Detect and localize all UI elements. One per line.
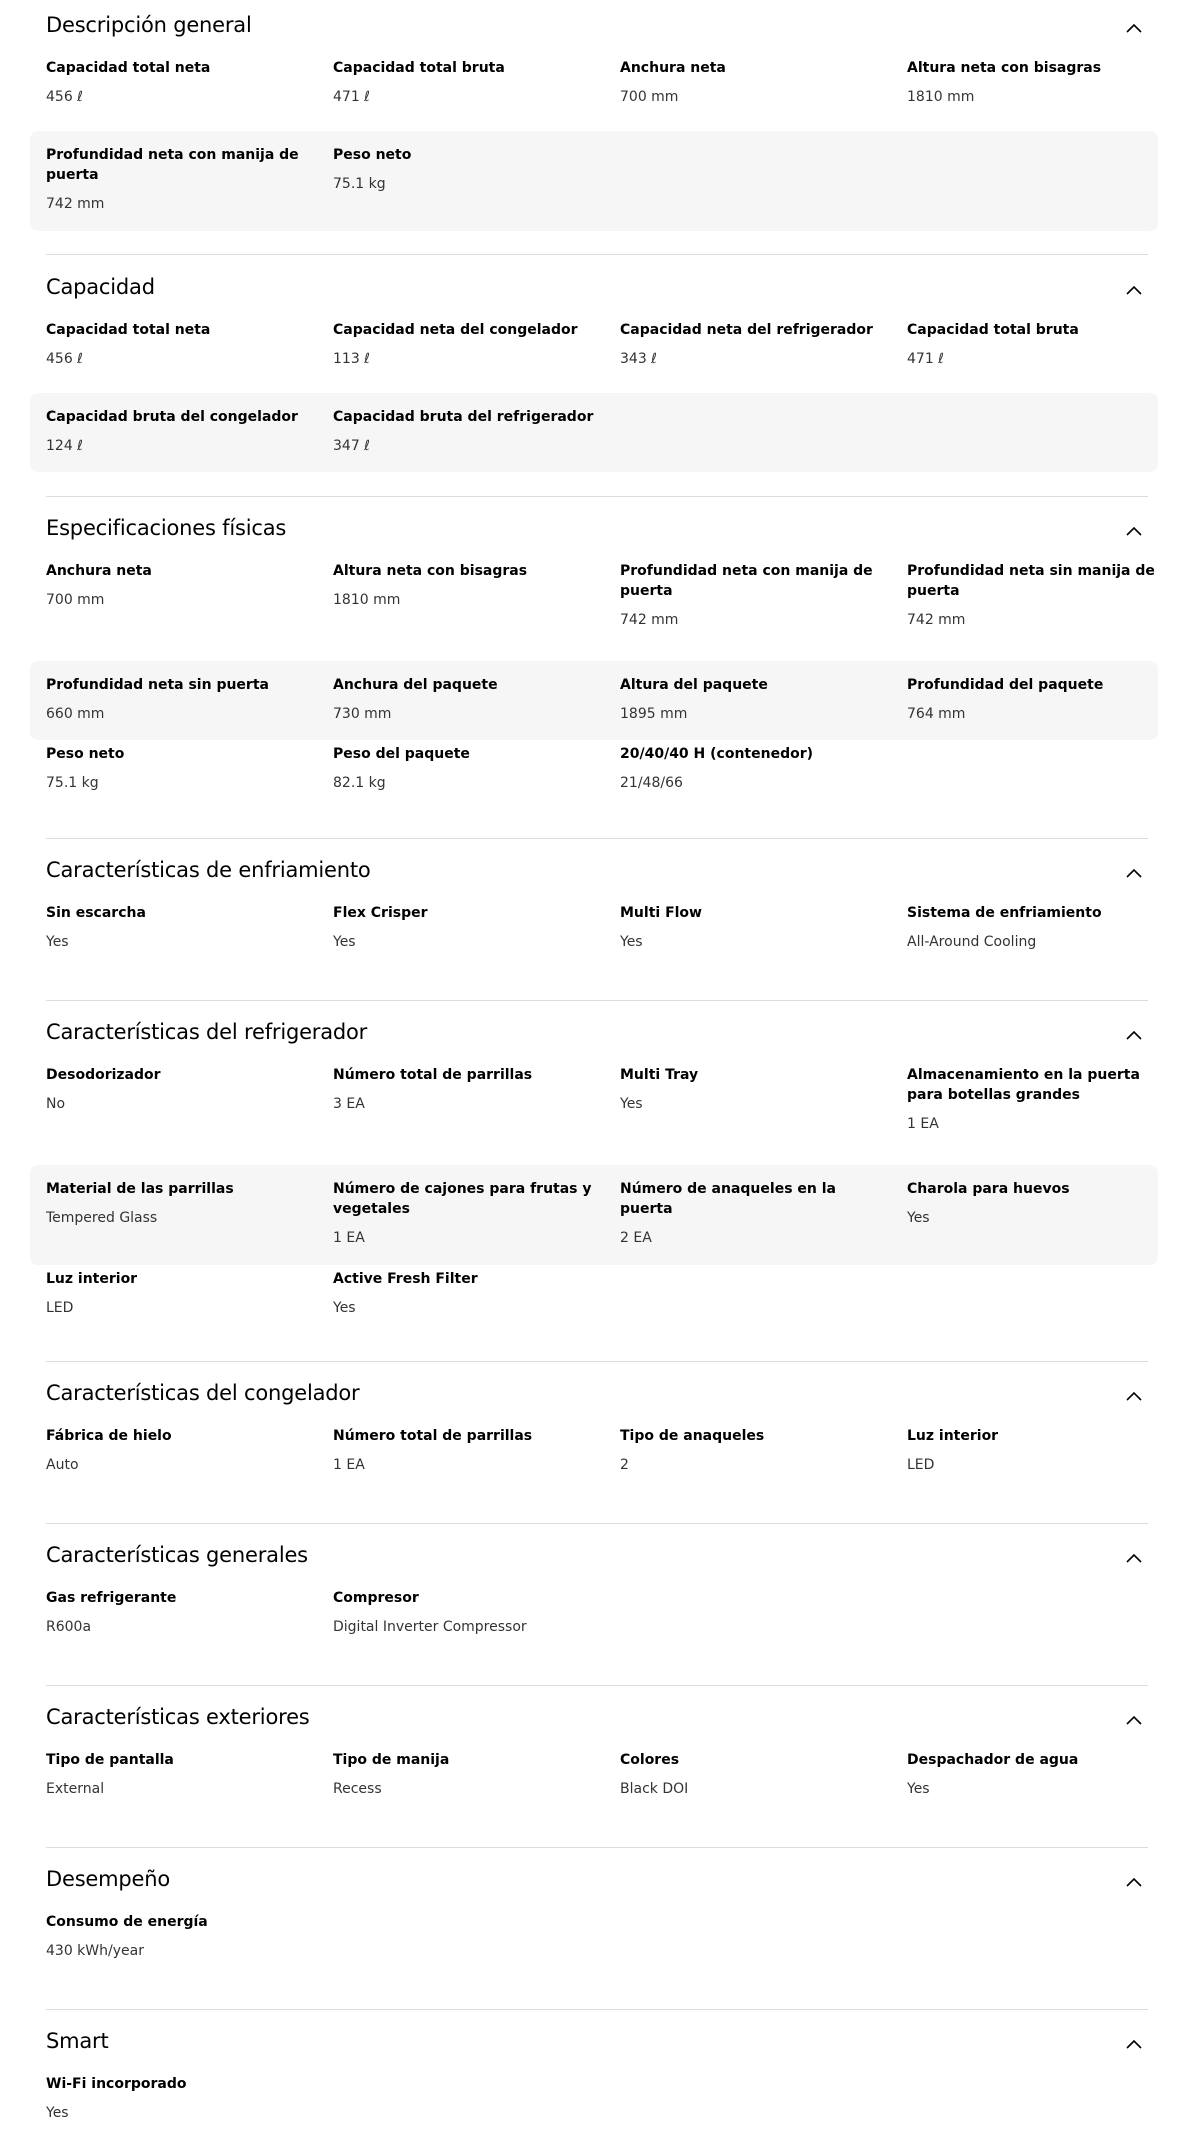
spec-label: Capacidad total neta <box>46 322 211 338</box>
spec-label: Número total de parrillas <box>333 1428 533 1444</box>
spec-value: LED <box>907 1457 935 1473</box>
spec-value: Yes <box>46 2105 69 2121</box>
spec-item <box>333 58 620 107</box>
spec-item <box>620 1179 907 1248</box>
spec-item <box>46 744 333 793</box>
section-divider <box>46 496 1148 497</box>
section-divider <box>46 254 1148 255</box>
spec-row <box>30 2074 1158 2144</box>
spec-label: Peso neto <box>333 147 412 163</box>
spec-section-desempeno <box>0 1854 1178 1985</box>
spec-item <box>46 2074 333 2123</box>
spec-item <box>46 1912 333 1961</box>
spec-item <box>46 561 333 610</box>
spec-section-caracteristicas-generales <box>0 1530 1178 1661</box>
section-title: Características del refrigerador <box>46 1020 368 1044</box>
spec-grid <box>0 58 1178 231</box>
spec-value: All-Around Cooling <box>907 934 1037 950</box>
spec-item <box>46 675 333 724</box>
section-title: Especificaciones físicas <box>46 516 287 540</box>
spec-section-caracteristicas-exteriores <box>0 1692 1178 1823</box>
spec-label: Active Fresh Filter <box>333 1271 478 1287</box>
spec-item <box>907 320 1178 369</box>
section-title: Descripción general <box>46 13 252 37</box>
spec-item <box>333 145 620 194</box>
spec-label: Profundidad del paquete <box>907 677 1104 693</box>
section-title: Características del congelador <box>46 1381 360 1405</box>
section-divider <box>46 1000 1148 1001</box>
spec-label: Profundidad neta con manija de puerta <box>620 563 873 599</box>
chevron-up-icon[interactable] <box>1124 1026 1144 1046</box>
spec-label: Anchura del paquete <box>333 677 498 693</box>
spec-row <box>30 740 1158 819</box>
spec-item <box>46 145 333 214</box>
spec-value: 2 <box>620 1457 629 1473</box>
spec-grid <box>0 1065 1178 1344</box>
spec-value: 2 EA <box>620 1230 652 1246</box>
section-title: Características exteriores <box>46 1705 310 1729</box>
spec-item <box>620 903 907 952</box>
spec-item <box>907 903 1178 952</box>
spec-item <box>333 320 620 369</box>
spec-item <box>907 1179 1178 1228</box>
spec-value: Tempered Glass <box>46 1210 158 1226</box>
section-header[interactable] <box>0 1692 1178 1750</box>
spec-value: 1 EA <box>333 1230 365 1246</box>
section-divider <box>46 1685 1148 1686</box>
spec-section-smart <box>0 2016 1178 2144</box>
spec-label: Capacidad bruta del congelador <box>46 409 298 425</box>
section-header[interactable] <box>0 1368 1178 1426</box>
spec-value: Yes <box>907 1210 930 1226</box>
spec-value: 75.1 kg <box>333 176 386 192</box>
spec-label: Profundidad neta sin puerta <box>46 677 269 693</box>
spec-row <box>30 1165 1158 1265</box>
spec-grid <box>0 561 1178 819</box>
spec-item <box>333 744 620 793</box>
spec-grid <box>0 320 1178 472</box>
section-title: Desempeño <box>46 1867 171 1891</box>
spec-item <box>333 903 620 952</box>
spec-item <box>46 1426 333 1475</box>
spec-value: 75.1 kg <box>46 775 99 791</box>
spec-label: Altura neta con bisagras <box>907 60 1102 76</box>
section-header[interactable] <box>0 2016 1178 2074</box>
spec-label: Gas refrigerante <box>46 1590 177 1606</box>
spec-row <box>30 1750 1158 1823</box>
spec-value: Auto <box>46 1457 79 1473</box>
spec-item <box>333 675 620 724</box>
spec-label: Capacidad bruta del refrigerador <box>333 409 594 425</box>
spec-item <box>620 675 907 724</box>
spec-value: 456 ℓ <box>46 351 83 367</box>
spec-label: Capacidad total bruta <box>907 322 1079 338</box>
spec-value: Yes <box>907 1781 930 1797</box>
spec-label: Wi-Fi incorporado <box>46 2076 187 2092</box>
spec-label: Profundidad neta con manija de puerta <box>46 147 299 183</box>
spec-value: 471 ℓ <box>333 89 370 105</box>
spec-label: Almacenamiento en la puerta para botellas grandes <box>907 1067 1140 1103</box>
spec-value: 730 mm <box>333 706 392 722</box>
spec-row <box>30 1426 1158 1499</box>
spec-item <box>907 675 1178 724</box>
spec-value: 347 ℓ <box>333 438 370 454</box>
spec-value: 764 mm <box>907 706 966 722</box>
section-header[interactable] <box>0 1007 1178 1065</box>
spec-section-descripcion-general <box>0 0 1178 231</box>
spec-item <box>333 407 620 456</box>
spec-value: 700 mm <box>620 89 679 105</box>
spec-label: Anchura neta <box>46 563 152 579</box>
spec-item <box>333 1269 620 1318</box>
spec-item <box>907 561 1178 630</box>
chevron-up-icon[interactable] <box>1124 864 1144 884</box>
spec-item <box>907 1065 1178 1134</box>
section-title: Smart <box>46 2029 109 2053</box>
spec-value: 1 EA <box>333 1457 365 1473</box>
spec-item <box>620 1426 907 1475</box>
spec-value: R600a <box>46 1619 92 1635</box>
spec-value: External <box>46 1781 105 1797</box>
spec-row <box>30 903 1158 976</box>
spec-item <box>333 1426 620 1475</box>
section-header[interactable] <box>0 1530 1178 1588</box>
section-header[interactable] <box>0 262 1178 320</box>
spec-section-especificaciones-fisicas <box>0 503 1178 819</box>
spec-item <box>620 1065 907 1114</box>
spec-value: Recess <box>333 1781 382 1797</box>
spec-value: LED <box>46 1300 74 1316</box>
chevron-up-icon[interactable] <box>1124 1873 1144 1893</box>
spec-row <box>30 320 1158 393</box>
spec-row <box>30 561 1158 661</box>
spec-label: Altura del paquete <box>620 677 768 693</box>
spec-value: Black DOI <box>620 1781 689 1797</box>
spec-value: 742 mm <box>620 612 679 628</box>
spec-label: Despachador de agua <box>907 1752 1079 1768</box>
spec-value: Yes <box>620 1096 643 1112</box>
spec-value: Yes <box>46 934 69 950</box>
spec-item <box>46 58 333 107</box>
spec-item <box>46 1588 333 1637</box>
spec-grid <box>0 1912 1178 1985</box>
spec-value: 3 EA <box>333 1096 365 1112</box>
spec-row <box>30 393 1158 472</box>
spec-item <box>46 320 333 369</box>
spec-label: Luz interior <box>907 1428 999 1444</box>
spec-item <box>333 561 620 610</box>
chevron-up-icon[interactable] <box>1124 281 1144 301</box>
spec-value: No <box>46 1096 66 1112</box>
spec-value: 113 ℓ <box>333 351 370 367</box>
spec-value: 430 kWh/year <box>46 1943 144 1959</box>
section-title: Características generales <box>46 1543 308 1567</box>
spec-item <box>620 744 907 793</box>
spec-label: Fábrica de hielo <box>46 1428 172 1444</box>
spec-row <box>30 1912 1158 1985</box>
spec-section-caracteristicas-de-enfriamiento <box>0 845 1178 976</box>
spec-grid <box>0 2074 1178 2144</box>
spec-row <box>30 1265 1158 1344</box>
spec-item <box>333 1588 620 1637</box>
spec-label: Sistema de enfriamiento <box>907 905 1102 921</box>
spec-item <box>907 58 1178 107</box>
section-header[interactable] <box>0 1854 1178 1912</box>
spec-label: Charola para huevos <box>907 1181 1070 1197</box>
spec-item <box>46 407 333 456</box>
spec-label: Multi Flow <box>620 905 702 921</box>
spec-row <box>30 1588 1158 1661</box>
section-header[interactable] <box>0 0 1178 58</box>
chevron-up-icon[interactable] <box>1124 19 1144 39</box>
spec-value: 1810 mm <box>907 89 975 105</box>
spec-value: Yes <box>333 1300 356 1316</box>
spec-value: 124 ℓ <box>46 438 83 454</box>
spec-label: Multi Tray <box>620 1067 699 1083</box>
spec-value: 21/48/66 <box>620 775 683 791</box>
spec-label: Tipo de pantalla <box>46 1752 174 1768</box>
spec-row <box>30 1065 1158 1165</box>
spec-item <box>46 903 333 952</box>
spec-label: 20/40/40 H (contenedor) <box>620 746 814 762</box>
spec-value: 456 ℓ <box>46 89 83 105</box>
spec-label: Luz interior <box>46 1271 138 1287</box>
spec-row <box>30 58 1158 131</box>
spec-label: Número de anaqueles en la puerta <box>620 1181 836 1217</box>
spec-section-caracteristicas-del-refrigerador <box>0 1007 1178 1344</box>
chevron-up-icon[interactable] <box>1124 2035 1144 2055</box>
spec-value: 471 ℓ <box>907 351 944 367</box>
spec-row <box>30 131 1158 231</box>
spec-label: Tipo de anaqueles <box>620 1428 765 1444</box>
section-title: Características de enfriamiento <box>46 858 371 882</box>
section-divider <box>46 1523 1148 1524</box>
spec-value: Yes <box>333 934 356 950</box>
spec-label: Material de las parrillas <box>46 1181 234 1197</box>
spec-value: 82.1 kg <box>333 775 386 791</box>
spec-section-capacidad <box>0 262 1178 472</box>
spec-value: Yes <box>620 934 643 950</box>
spec-value: 742 mm <box>907 612 966 628</box>
spec-item <box>46 1750 333 1799</box>
chevron-up-icon[interactable] <box>1124 1549 1144 1569</box>
section-divider <box>46 1847 1148 1848</box>
spec-item <box>620 1750 907 1799</box>
spec-label: Capacidad total neta <box>46 60 211 76</box>
spec-label: Colores <box>620 1752 680 1768</box>
spec-label: Desodorizador <box>46 1067 161 1083</box>
spec-label: Peso neto <box>46 746 125 762</box>
spec-value: 343 ℓ <box>620 351 657 367</box>
spec-label: Tipo de manija <box>333 1752 450 1768</box>
chevron-up-icon[interactable] <box>1124 1711 1144 1731</box>
spec-row <box>30 661 1158 740</box>
spec-value: 1895 mm <box>620 706 688 722</box>
spec-grid <box>0 1588 1178 1661</box>
section-title: Capacidad <box>46 275 155 299</box>
spec-item <box>620 58 907 107</box>
spec-value: 1810 mm <box>333 592 401 608</box>
spec-item <box>46 1179 333 1228</box>
spec-label: Anchura neta <box>620 60 726 76</box>
spec-value: 700 mm <box>46 592 105 608</box>
section-divider <box>46 2009 1148 2010</box>
spec-value: 1 EA <box>907 1116 939 1132</box>
spec-item <box>333 1750 620 1799</box>
chevron-up-icon[interactable] <box>1124 1387 1144 1407</box>
spec-label: Número total de parrillas <box>333 1067 533 1083</box>
section-header[interactable] <box>0 503 1178 561</box>
spec-label: Peso del paquete <box>333 746 470 762</box>
spec-item <box>907 1426 1178 1475</box>
spec-item <box>620 561 907 630</box>
spec-item <box>620 320 907 369</box>
spec-label: Número de cajones para frutas y vegetales <box>333 1181 592 1217</box>
spec-label: Flex Crisper <box>333 905 428 921</box>
spec-label: Capacidad total bruta <box>333 60 505 76</box>
spec-label: Sin escarcha <box>46 905 146 921</box>
spec-value: 660 mm <box>46 706 105 722</box>
spec-label: Compresor <box>333 1590 419 1606</box>
spec-label: Altura neta con bisagras <box>333 563 528 579</box>
spec-item <box>46 1269 333 1318</box>
spec-grid <box>0 1750 1178 1823</box>
spec-item <box>46 1065 333 1114</box>
spec-value: 742 mm <box>46 196 105 212</box>
spec-section-caracteristicas-del-congelador <box>0 1368 1178 1499</box>
spec-label: Capacidad neta del congelador <box>333 322 578 338</box>
section-header[interactable] <box>0 845 1178 903</box>
section-divider <box>46 838 1148 839</box>
spec-item <box>907 1750 1178 1799</box>
spec-item <box>333 1179 620 1248</box>
spec-value: Digital Inverter Compressor <box>333 1619 527 1635</box>
spec-grid <box>0 903 1178 976</box>
chevron-up-icon[interactable] <box>1124 522 1144 542</box>
spec-label: Profundidad neta sin manija de puerta <box>907 563 1155 599</box>
section-divider <box>46 1361 1148 1362</box>
spec-item <box>333 1065 620 1114</box>
spec-label: Capacidad neta del refrigerador <box>620 322 873 338</box>
spec-grid <box>0 1426 1178 1499</box>
spec-label: Consumo de energía <box>46 1914 208 1930</box>
